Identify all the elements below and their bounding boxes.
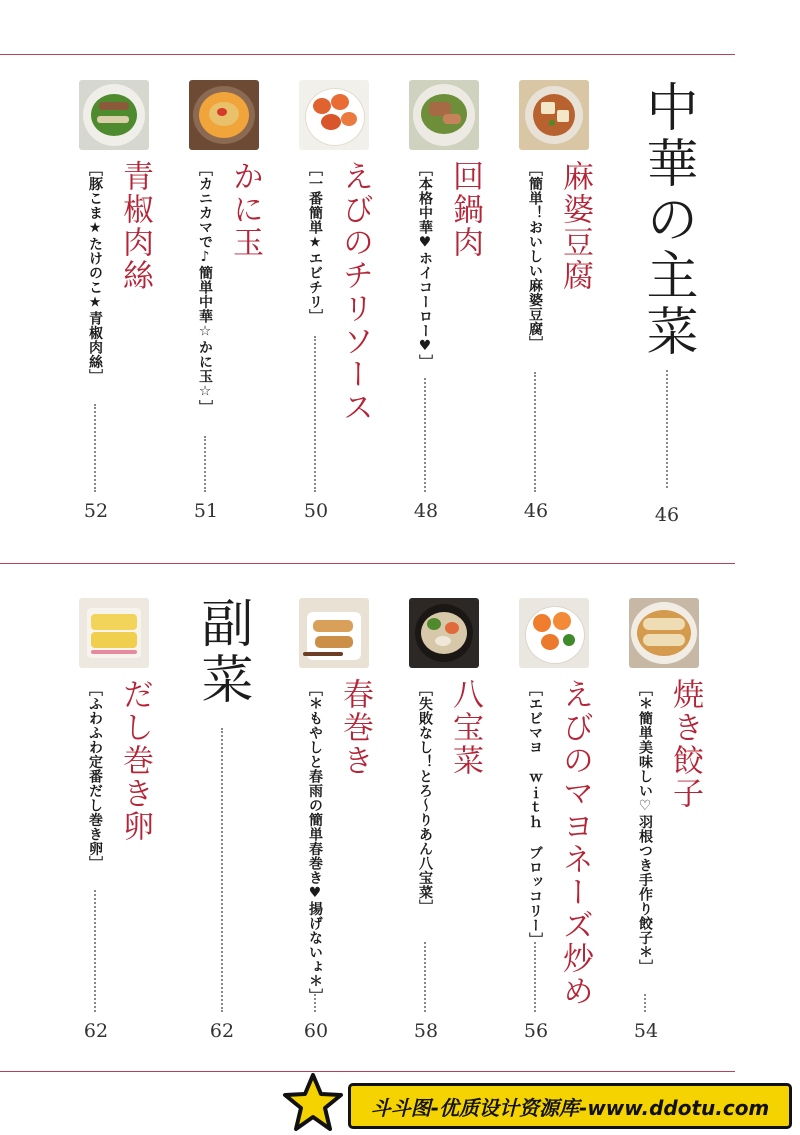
page-number: 46 [654,504,680,526]
happosai-photo [409,598,479,668]
dashimaki-photo [79,598,149,668]
twice-cooked-pork-photo [409,80,479,150]
entry-subtitle: ［＊簡単美味しい♡羽根つき手作り餃子＊］ [637,682,653,974]
middle-rule [0,563,735,564]
leader-dots [204,436,206,492]
mapo-tofu-photo [519,80,589,150]
page-number: 62 [83,1020,109,1042]
leader-dots [666,370,668,488]
page-number: 58 [413,1020,439,1042]
leader-dots [94,404,96,492]
entry-subtitle: ［豚こま★たけのこ★青椒肉絲］ [87,162,103,384]
spring-rolls-photo [299,598,369,668]
entry-title: 焼き餃子 [667,678,703,810]
leader-dots [314,336,316,492]
entry-subtitle: ［エビマヨ ｗｉｔｈ ブロッコリー］ [527,682,543,947]
entry-title: 麻婆豆腐 [557,160,593,292]
entry-title: 八宝菜 [447,678,483,777]
gyoza-photo [629,598,699,668]
entry-subtitle: ［一番簡単★エビチリ］ [307,162,323,324]
leader-dots [534,942,536,1012]
watermark-banner[interactable] [348,1083,792,1129]
page-number: 50 [303,500,329,522]
page-number: 48 [413,500,439,522]
entry-title: えびのチリソース [337,160,373,424]
page-number: 60 [303,1020,329,1042]
entry-title: 青椒肉絲 [117,160,153,292]
star-icon [282,1072,344,1134]
entry-subtitle: ［本格中華♥ホイコーロー♥］ [417,162,433,369]
leader-dots [94,890,96,1012]
pepper-steak-photo [79,80,149,150]
leader-dots [221,728,223,1012]
section-title: 副菜 [192,596,252,708]
page-number: 51 [193,500,219,522]
leader-dots [424,942,426,1012]
top-rule [0,54,735,55]
page-number: 46 [523,500,549,522]
leader-dots [534,372,536,492]
watermark-text: 斗斗图-优质设计资源库-www.ddotu.com [370,1095,770,1120]
entry-subtitle: ［ふわふわ定番だし巻き卵］ [87,682,103,871]
entry-subtitle: ［＊もやしと春雨の簡単春巻き♥揚げないょ＊］ [307,682,323,1003]
leader-dots [424,378,426,492]
page-number: 56 [523,1020,549,1042]
leader-dots [314,994,316,1012]
page-number: 52 [83,500,109,522]
shrimp-mayo-photo [519,598,589,668]
crab-omelet-photo [189,80,259,150]
entry-subtitle: ［カニカマで♪簡単中華☆かに玉☆］ [197,162,213,415]
entry-subtitle: ［簡単！おいしい麻婆豆腐］ [527,162,543,351]
entry-subtitle: ［失敗なし！とろ～りあん八宝菜］ [417,682,433,914]
page-number: 62 [209,1020,235,1042]
leader-dots [644,994,646,1012]
shrimp-chili-photo [299,80,369,150]
entry-title: 春巻き [337,678,373,777]
entry-title: 回鍋肉 [447,160,483,259]
entry-title: えびのマヨネーズ炒め [557,678,593,1008]
page-number: 54 [633,1020,659,1042]
bottom-rule [0,1071,735,1072]
section-title: 中華の主菜 [637,80,697,360]
entry-title: だし巻き卵 [117,678,153,843]
entry-title: かに玉 [227,160,263,259]
